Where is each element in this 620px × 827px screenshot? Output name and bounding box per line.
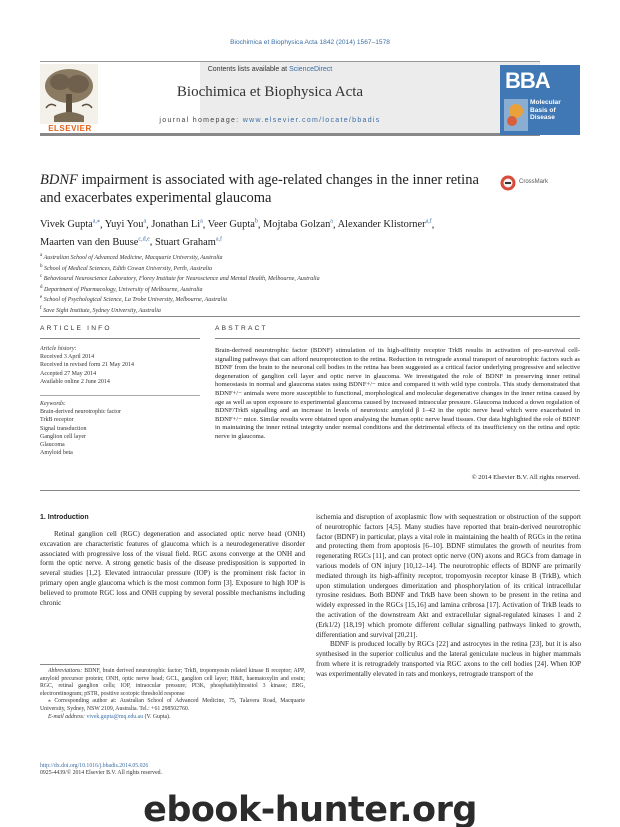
author-name: Maarten van den Buuse xyxy=(40,236,139,248)
keyword: Signal transduction xyxy=(40,425,87,432)
author-affiliation-marker: a,⁎ xyxy=(92,219,100,225)
intro-column-right xyxy=(316,513,581,680)
keywords-heading: Keywords: xyxy=(40,401,66,407)
affiliation-marker: c xyxy=(40,274,43,279)
intro-paragraph: ischemia and disruption of axoplasmic flow with sequestration or obstruction of the support of neurotrophic factors [4,5]. Many studies have reported that brain-derived neurotrophic factor (BDNF) in particular, plays a vital role in maintaining the health of RGCs in the retina and protecting them from apoptosis [6–10]. BDNF stimulates the growth of neurites from regenerating RGCs [11], and can protect optic nerve (ON) axons and RGCs from damage in various models of ON injury [10,12–14]. The neurotrophic effects of BDNF are primarily mediated through its high-affinity receptor, tropomyosin receptor kinase B (TrkB), which upon stimulation undergoes dimerization and phosphorylation of its critical intracellular tyrosine residues. Both BDNF and TrkB have been shown to be present in the retina and widely expressed in the RGCs [15,16] and lamina cribrosa [17]. Activation of TrkB leads to the activation of the downstream Akt and extracellular signal-regulated kinases 1 and 2 (Erk1/2) [18,19] which promote different cellular signalling pathways linked to growth, differentiation and survival [20,21]. xyxy=(316,513,581,639)
affiliation xyxy=(40,305,580,316)
keyword: Glaucoma xyxy=(40,442,65,449)
cover-title: BBA xyxy=(505,68,550,93)
section-heading-introduction: 1. Introduction xyxy=(40,514,89,521)
author[interactable] xyxy=(40,237,150,248)
abstract-heading: ABSTRACT xyxy=(215,325,268,332)
cover-subtitle-line: Basis of xyxy=(530,106,556,114)
contents-prefix: Contents lists available at xyxy=(207,66,290,73)
doi-block xyxy=(40,763,340,778)
history-item: Received in revised form 21 May 2014 xyxy=(40,362,134,369)
cover-subtitle-line: Disease xyxy=(530,114,555,122)
affiliation-marker: f xyxy=(40,305,42,311)
affiliation-text: Australian School of Advanced Medicine, Macquarie University, Australia xyxy=(43,255,223,261)
crossmark-label: CrossMark xyxy=(519,179,549,185)
intro-paragraph: BDNF is produced locally by RGCs [22] and astrocytes in the retina [23], but it is also synthesised in the superior colliculus and the lateral geniculate nucleus in higher mammals from where it is retrogradely transported via RGC axons to the cell bodies [24]. When IOP was experimentally elevated in rats and monkeys, retrograde transport of the xyxy=(316,640,581,678)
author[interactable] xyxy=(40,219,100,230)
keyword: Brain-derived neurotrophic factor xyxy=(40,409,121,416)
watermark: ebook-hunter.org xyxy=(143,790,477,827)
divider xyxy=(40,395,200,396)
corresponding-author-footnote: ⁎ Corresponding author at: Australian School of Advanced Medicine, 75, Talavera Road, Macquarie University, Sydney, NSW 2109, Australia. Tel.: +61 298502760. xyxy=(40,698,305,712)
cover-subtitle-line: Molecular xyxy=(530,99,561,106)
sciencedirect-link[interactable]: ScienceDirect xyxy=(289,66,333,73)
divider xyxy=(40,490,580,491)
divider xyxy=(40,316,580,317)
issn-copyright: 0925-4439/© 2014 Elsevier B.V. All rights reserved. xyxy=(40,770,162,777)
crossmark-icon xyxy=(500,175,516,191)
author-name: Alexander Klistorner xyxy=(337,219,426,231)
affiliation-marker: d xyxy=(40,284,43,290)
author[interactable] xyxy=(263,219,333,230)
footnote-divider xyxy=(40,664,100,665)
article-info-heading: ARTICLE INFO xyxy=(40,325,112,332)
affiliation xyxy=(40,273,580,284)
author[interactable] xyxy=(105,219,146,230)
keyword: Ganglion cell layer xyxy=(40,433,86,440)
author-name: Mojtaba Golzan xyxy=(263,219,331,231)
article-history xyxy=(40,345,200,386)
keywords xyxy=(40,400,200,457)
keyword: Amyloid beta xyxy=(40,450,73,457)
history-heading: Article history: xyxy=(40,346,77,352)
journal-title: Biochimica et Biophysica Acta xyxy=(176,84,364,100)
keyword: TrkB receptor xyxy=(40,417,74,424)
author-list: Vivek Gupta$^{a,⁎}$, Yuyi You$^a$, Jonathan Li$^a$, Veer Gupta$^b$, Mojtaba Golzan$^a$, Alexander Klistorner$^{a,f}$, Maarten van den Buuse$^{c,d,e}$, Stuart Graham$^{a,f}$ xyxy=(40,219,435,248)
author-name: Jonathan Li xyxy=(151,219,201,231)
journal-header xyxy=(40,61,540,136)
affiliation xyxy=(40,294,580,305)
article-title xyxy=(40,171,500,207)
author-name: Yuyi You xyxy=(104,219,144,231)
affiliation-marker: a xyxy=(40,253,43,258)
cover-subtitle xyxy=(530,99,561,122)
author-affiliation-marker: b xyxy=(254,219,258,225)
affiliation xyxy=(40,263,580,274)
author-affiliation-marker: a xyxy=(330,219,333,225)
affiliation xyxy=(40,252,580,263)
abbreviations-text: BDNF, brain derived neurotrophic factor; TrkB, tropomyosin related kinase B receptor; APP, amyloid precursor protein; ONH, optic nerve head; GCL, ganglion cell layer; H&E, haematoxylin and eosin; RGC, retinal ganglion cells; IOP, intraocular pressure; PI3K, phosphatidylinositol 3 kinase; ERG, electroretinogram; pSTR, positive scotopic threshold response xyxy=(40,668,305,697)
author-affiliation-marker: c,d,e xyxy=(138,236,150,243)
author[interactable] xyxy=(151,219,202,230)
email-link[interactable]: vivek.gupta@mq.edu.au xyxy=(86,713,144,720)
history-item: Received 3 April 2014 xyxy=(40,354,95,361)
affiliation-text: Department of Pharmacology, University of Melbourne, Australia xyxy=(44,286,203,293)
affiliation-marker: e xyxy=(40,295,43,300)
cover-graphic-icon xyxy=(502,97,530,133)
abstract-text: Brain-derived neurotrophic factor (BDNF) stimulation of its high-affinity receptor TrkB results in activation of pro-survival cell-signalling pathways that can afford neuroprotection to the retina. Reduction in retrograde axonal transport of neurotrophic factors such as BDNF from the brain to the neuronal cell bodies in the retina has been suggested as a critical factor underlying progressive and selective degeneration of ganglion cell layer and optic nerve in glaucoma. We investigated the role of BDNF in preserving inner retinal homeostasis in normal and glaucoma states using BDNF+/− mice and compared it with wild type controls. This study demonstrated that BDNF+/− animals were more susceptible to functional, morphological and molecular degenerative changes in the inner retina caused by age as well as upon exposure to experimental glaucoma caused by increased intraocular pressure. Glaucoma induced a down regulation of BDNF/TrkB signalling and an increase in levels of neurotoxic amyloid β 1–42 in the optic nerve head which were exacerbated in BDNF+/− mice. Similar results were obtained upon analysing the human optic nerve head tissues. Our data highlighted the role of BDNF in maintaining the inner retinal integrity under normal conditions and the detrimental effects of its insufficiency on the retina and optic nerve in glaucoma. xyxy=(215,347,580,440)
affiliation-text: School of Medical Sciences, Edith Cowan University, Perth, Australia xyxy=(44,265,213,272)
homepage-prefix: journal homepage: xyxy=(159,117,243,124)
intro-paragraph-left: Retinal ganglion cell (RGC) degeneration and associated optic nerve head (ONH) excavation are characteristic features of glaucoma which is a neurodegenerative disorder associated with progressive loss of the visual field. RGC axons converge at the ONH and form the optic nerve. A strong genetic basis of the disease predisposition is supported in several studies [1,2]. Elevated intraocular pressure (IOP) is the prominent risk factor in primary open angle glaucoma which is the most common form [3]. Exposure to high IOP is believed to promote RGC loss and ONH cupping by several possible mechanisms including chronic xyxy=(40,530,305,607)
affiliation-text: School of Psychological Science, La Trobe University, Melbourne, Australia xyxy=(43,297,227,303)
author-affiliation-marker: a xyxy=(143,219,147,225)
author-name: Vivek Gupta xyxy=(40,219,93,231)
elsevier-wordmark: ELSEVIER xyxy=(48,124,92,133)
title-gene-name: BDNF xyxy=(40,172,78,188)
email-suffix: (V. Gupta). xyxy=(143,713,171,720)
affiliation-list xyxy=(40,252,580,315)
email-label: E-mail address: xyxy=(48,713,85,720)
author[interactable] xyxy=(208,219,258,230)
title-text: impairment is associated with age-related changes in the inner retina and exacerbates experimental glaucoma xyxy=(40,172,479,206)
author[interactable] xyxy=(155,237,222,248)
journal-cover[interactable] xyxy=(500,65,580,135)
journal-citation[interactable]: Biochimica et Biophysica Acta 1842 (2014) 1567–1578 xyxy=(230,39,390,46)
author-affiliation-marker: a,f xyxy=(425,219,432,225)
email-footnote xyxy=(40,714,305,722)
affiliation-marker: b xyxy=(40,263,43,269)
crossmark-button[interactable] xyxy=(500,175,560,191)
author[interactable] xyxy=(338,219,432,230)
abbreviations-footnote xyxy=(40,668,305,698)
contents-line xyxy=(40,66,500,73)
divider xyxy=(40,338,200,339)
homepage-link[interactable]: www.elsevier.com/locate/bbadis xyxy=(242,117,381,124)
affiliation-text: Save Sight Institute, Sydney University, Australia xyxy=(43,307,161,314)
doi-link[interactable]: http://dx.doi.org/10.1016/j.bbadis.2014.05.026 xyxy=(40,763,149,769)
author-affiliation-marker: a,f xyxy=(215,236,222,243)
history-item: Accepted 27 May 2014 xyxy=(40,370,97,377)
abstract-copyright: © 2014 Elsevier B.V. All rights reserved. xyxy=(471,474,580,481)
author-name: Stuart Graham xyxy=(154,236,216,248)
divider xyxy=(215,338,580,339)
abbreviations-label: Abbreviations: xyxy=(48,668,83,674)
affiliation xyxy=(40,284,580,295)
affiliation-text: Behavioural Neuroscience Laboratory, Florey Institute for Neuroscience and Mental Health, Melbourne, Australia xyxy=(43,276,320,282)
footnotes xyxy=(40,668,305,721)
history-item: Available online 2 June 2014 xyxy=(40,378,110,385)
author-affiliation-marker: a xyxy=(200,219,203,225)
author-name: Veer Gupta xyxy=(207,219,255,231)
journal-homepage xyxy=(40,117,500,124)
